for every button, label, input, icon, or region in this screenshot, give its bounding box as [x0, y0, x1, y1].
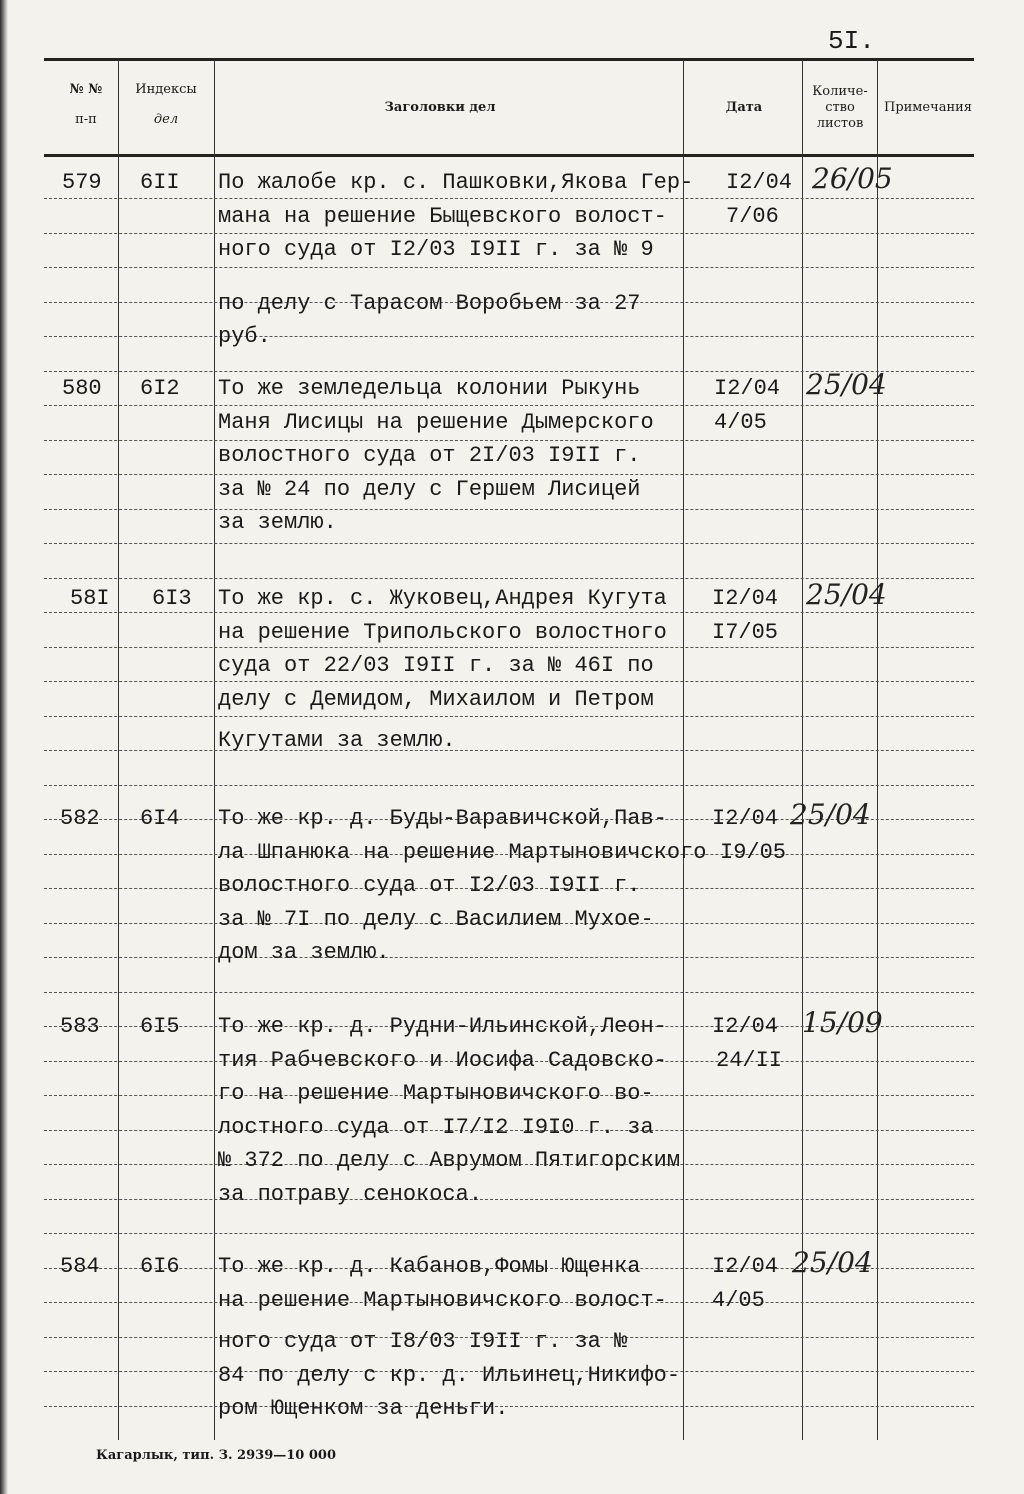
record-index: 6I5 [140, 1014, 180, 1039]
record-title [218, 802, 707, 970]
record-index: 6II [140, 170, 180, 195]
record-sheets: 25/04 [806, 368, 887, 401]
title-line: волостного суда от I2/03 I9II г. [218, 873, 641, 898]
title-line: ного суда от I8/03 I9II г. за № [218, 1329, 628, 1354]
record-number: 582 [60, 806, 100, 831]
title-line: № 372 по делу с Аврумом Пятигорским [218, 1148, 681, 1173]
header-number-sublabel: п-п [75, 112, 97, 127]
header-sheets-line2: ство [825, 100, 855, 115]
title-line: мана на решение Быщевского волост- [218, 203, 667, 229]
title-line: по делу с Тарасом Воробьем за 27 [218, 290, 641, 316]
title-line: ного суда от I2/03 I9II г. за № 9 [218, 237, 654, 262]
record-date-start: I2/04 [712, 806, 779, 831]
header-index [122, 82, 210, 128]
title-line: 84 по делу с кр. д. Ильинец,Никифо- [218, 1362, 681, 1388]
title-line: То же кр. д. Буды-Варавичской,Пав- [218, 806, 667, 831]
header-top-rule [44, 58, 974, 61]
record-number: 584 [60, 1254, 100, 1279]
header-number [54, 82, 118, 128]
title-line: делу с Демидом, Михаилом и Петром [218, 686, 654, 712]
record-index: 6I2 [140, 376, 180, 401]
header-index-sublabel: дел [153, 112, 179, 127]
title-line: То же кр. д. Кабанов,Фомы Ющенка [218, 1254, 641, 1279]
header-bottom-rule [44, 154, 974, 157]
header-sheets [804, 84, 876, 132]
record-date-end: I9/05 [720, 840, 787, 865]
record-date-end: 4/05 [712, 1288, 765, 1313]
header-sheets-line1: Количе- [812, 84, 868, 99]
record-date-end: 24/II [716, 1048, 783, 1073]
header-index-label: Индексы [135, 82, 197, 97]
header-notes: Примечания [883, 100, 972, 115]
title-line: руб. [218, 324, 271, 349]
title-line: го на решение Мартыновичского во- [218, 1081, 654, 1106]
record-date-start: I2/04 [712, 1254, 779, 1279]
record-title [218, 166, 694, 354]
record-index: 6I4 [140, 806, 180, 831]
record-sheets: 15/09 [802, 1006, 883, 1039]
ruled-line [44, 543, 974, 544]
title-line: волостного суда от 2I/03 I9II г. [218, 443, 641, 468]
record-number: 583 [60, 1014, 100, 1039]
title-line: тия Рабчевского и Иосифа Садовско- [218, 1047, 667, 1073]
ruled-line [44, 1233, 974, 1234]
record-sheets: 25/04 [806, 578, 887, 611]
header-number-label: № № [69, 82, 103, 97]
title-line: По жалобе кр. с. Пашковки,Якова Гер- [218, 170, 694, 195]
record-index: 6I6 [140, 1254, 180, 1279]
title-line: Кугутами за землю. [218, 728, 456, 753]
ruled-line [44, 785, 974, 786]
header-date: Дата [725, 100, 763, 115]
header-sheets-line3: листов [816, 116, 864, 131]
record-date-start: I2/04 [712, 1014, 779, 1039]
title-line: суда от 22/03 I9II г. за № 46I по [218, 653, 654, 678]
record-sheets: 25/04 [792, 1246, 873, 1279]
record-date-start: I2/04 [714, 376, 781, 401]
record-title [218, 582, 688, 758]
scan-shadow-edge [0, 0, 8, 1494]
title-line: за № 24 по делу с Гершем Лисицей [218, 476, 641, 502]
record-date-end: I7/05 [712, 620, 779, 645]
title-line: То же кр. д. Рудни-Ильинской,Леон- [218, 1014, 667, 1039]
printer-imprint: Кагарлык, тип. З. 2939—10 000 [96, 1448, 336, 1463]
title-line: за потраву сенокоса. [218, 1181, 483, 1207]
title-line: на решение Трипольского волостного [218, 619, 667, 645]
title-line: лостного суда от I7/I2 I9I0 г. за [218, 1114, 654, 1140]
page-number: 5I. [828, 26, 875, 56]
record-date-start: I2/04 [726, 170, 793, 195]
record-date-start: I2/04 [712, 586, 779, 611]
record-title [218, 1010, 688, 1211]
header-title: Заголовки дел [384, 100, 496, 115]
title-line: за № 7I по делу с Василием Мухое- [218, 906, 654, 932]
record-sheets: 25/04 [790, 798, 871, 831]
title-line: за землю. [218, 510, 337, 535]
title-line: То же земледельца колонии Рыкунь [218, 376, 641, 401]
record-sheets: 26/05 [812, 162, 893, 195]
title-line: Маня Лисицы на решение Дымерского [218, 409, 654, 435]
record-number: 579 [62, 170, 102, 195]
record-title [218, 1250, 688, 1426]
record-title [218, 372, 688, 540]
record-number: 580 [62, 376, 102, 401]
record-number: 58I [70, 586, 110, 611]
ruled-line [44, 992, 974, 993]
title-line: ла Шпанюка на решение Мартыновичского [218, 839, 707, 865]
title-line: ром Ющенком за деньги. [218, 1396, 509, 1421]
record-date-end: 4/05 [714, 410, 767, 435]
record-index: 6I3 [152, 586, 192, 611]
title-line: дом за землю. [218, 940, 390, 965]
title-line: на решение Мартыновичского волост- [218, 1287, 667, 1313]
title-line: То же кр. с. Жуковец,Андрея Кугута [218, 586, 667, 611]
record-date-end: 7/06 [726, 204, 779, 229]
